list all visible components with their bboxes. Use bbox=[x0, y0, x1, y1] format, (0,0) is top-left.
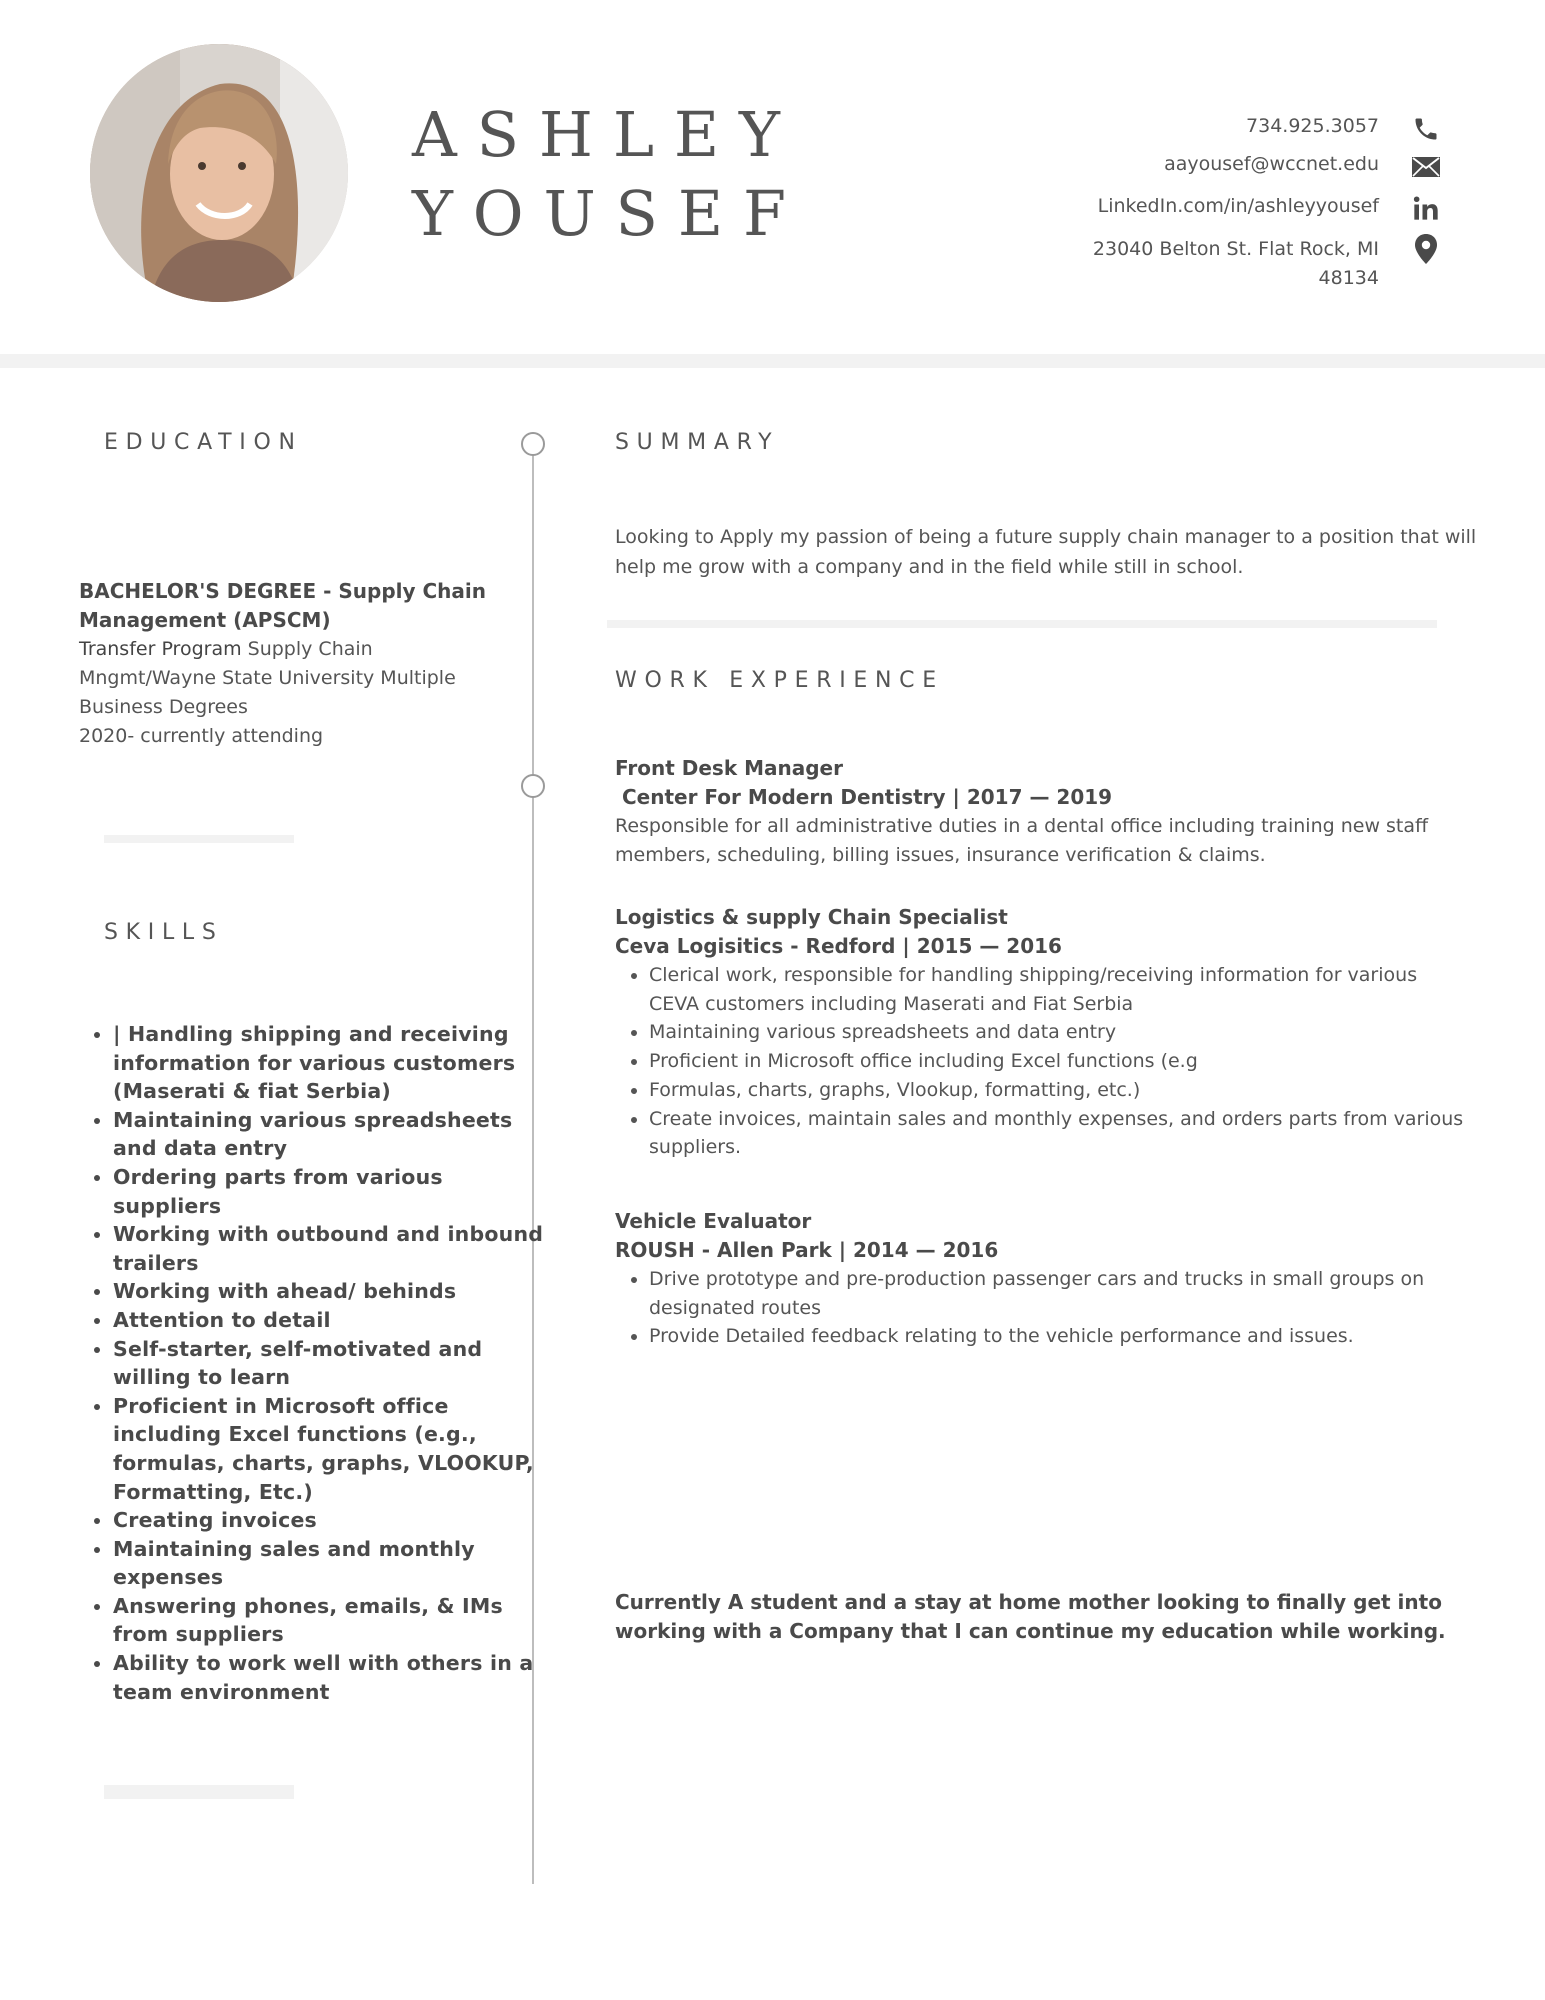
job-bullets bbox=[615, 1265, 1479, 1351]
education-line-3: Mngmt/Wayne State University Multiple bbox=[79, 667, 456, 689]
job-bullet: • Proficient in Microsoft office including Excel functions (e.g bbox=[649, 1047, 1469, 1076]
skills-list bbox=[79, 1020, 553, 1706]
education-heading: EDUCATION bbox=[104, 430, 303, 455]
address-line-2: 48134 bbox=[1318, 267, 1379, 289]
education-dates: 2020- currently attending bbox=[79, 725, 324, 747]
job-bullet: • Maintaining various spreadsheets and data entry bbox=[649, 1018, 1469, 1047]
job-company: Ceva Logisitics - Redford | 2015 — 2016 bbox=[615, 934, 1062, 958]
skill-item: • Ordering parts from various suppliers bbox=[113, 1163, 553, 1220]
job-description: Responsible for all administrative duties in a dental office including training new staff members, scheduling, billing issues, insurance verification & claims. bbox=[615, 815, 1429, 866]
linkedin-icon bbox=[1411, 193, 1441, 223]
header-divider-band bbox=[0, 354, 1545, 368]
summary-divider bbox=[607, 620, 1437, 628]
skill-item: • Maintaining various spreadsheets and data entry bbox=[113, 1106, 553, 1163]
job-title: Logistics & supply Chain Specialist bbox=[615, 905, 1008, 929]
location-pin-icon bbox=[1411, 234, 1441, 264]
job-title: Front Desk Manager bbox=[615, 756, 843, 780]
skill-item: • Working with ahead/ behinds bbox=[113, 1277, 553, 1306]
job-company: Center For Modern Dentistry | 2017 — 2019 bbox=[615, 785, 1113, 809]
email-address[interactable]: aayousef@wccnet.edu bbox=[1164, 153, 1379, 175]
last-name: YOUSEF bbox=[412, 177, 806, 250]
timeline-dot-middle bbox=[521, 774, 545, 798]
profile-photo bbox=[90, 44, 348, 302]
skill-item: • Attention to detail bbox=[113, 1306, 553, 1335]
job-company: ROUSH - Allen Park | 2014 — 2016 bbox=[615, 1238, 999, 1262]
job-entry bbox=[615, 1207, 1495, 1351]
job-bullet: • Drive prototype and pre-production passenger cars and trucks in small groups on designated routes bbox=[649, 1265, 1479, 1322]
address-line-1: 23040 Belton St. Flat Rock, MI bbox=[1092, 238, 1379, 260]
job-entry bbox=[615, 903, 1495, 1162]
timeline-dot-top bbox=[521, 432, 545, 456]
education-line-4: Business Degrees bbox=[79, 696, 248, 718]
skills-heading: SKILLS bbox=[104, 920, 224, 945]
skill-item: • | Handling shipping and receiving information for various customers (Maserati & fiat Serbia) bbox=[113, 1020, 553, 1106]
skill-item: • Self-starter, self-motivated and willing to learn bbox=[113, 1335, 553, 1392]
job-entry bbox=[615, 754, 1495, 870]
job-bullet: • Provide Detailed feedback relating to the vehicle performance and issues. bbox=[649, 1322, 1479, 1351]
education-divider bbox=[104, 835, 294, 843]
skill-item: • Answering phones, emails, & IMs from suppliers bbox=[113, 1592, 553, 1649]
profile-photo-illustration bbox=[90, 44, 348, 302]
summary-text: Looking to Apply my passion of being a future supply chain manager to a position that will help me grow with a company and in the field while still in school. bbox=[615, 526, 1477, 578]
linkedin-url[interactable]: LinkedIn.com/in/ashleyyousef bbox=[1097, 195, 1379, 217]
skill-item: • Ability to work well with others in a team environment bbox=[113, 1649, 553, 1706]
degree-line-2: Management (APSCM) bbox=[79, 608, 331, 632]
job-bullet: • Clerical work, responsible for handling shipping/receiving information for various CEVA customers including Maserati and Fiat Serbia bbox=[649, 961, 1469, 1018]
work-experience-heading: WORK EXPERIENCE bbox=[615, 668, 944, 693]
program-label: Transfer Program bbox=[79, 638, 242, 660]
skills-divider bbox=[104, 1785, 294, 1799]
summary-heading: SUMMARY bbox=[615, 430, 780, 455]
skill-item: • Maintaining sales and monthly expenses bbox=[113, 1535, 553, 1592]
job-bullet: • Create invoices, maintain sales and monthly expenses, and orders parts from various suppliers. bbox=[649, 1105, 1469, 1162]
degree-line-1: BACHELOR'S DEGREE - Supply Chain bbox=[79, 579, 486, 603]
job-bullet: • Formulas, charts, graphs, Vlookup, formatting, etc.) bbox=[649, 1076, 1469, 1105]
skill-item: • Working with outbound and inbound trailers bbox=[113, 1220, 553, 1277]
job-bullets bbox=[615, 961, 1469, 1162]
job-title: Vehicle Evaluator bbox=[615, 1209, 812, 1233]
phone-icon bbox=[1411, 114, 1441, 144]
closing-statement: Currently A student and a stay at home mother looking to finally get into working with a Company that I can continue my education while working. bbox=[615, 1590, 1446, 1643]
education-block bbox=[79, 577, 499, 751]
first-name: ASHLEY bbox=[412, 98, 800, 171]
phone-number[interactable]: 734.925.3057 bbox=[1246, 115, 1379, 137]
envelope-icon bbox=[1411, 152, 1441, 182]
program-line bbox=[79, 635, 499, 664]
skill-item: • Creating invoices bbox=[113, 1506, 553, 1535]
program-rest: Supply Chain bbox=[241, 638, 373, 660]
skill-item: • Proficient in Microsoft office including Excel functions (e.g., formulas, charts, graphs, VLOOKUP, Formatting, Etc.) bbox=[113, 1392, 553, 1506]
